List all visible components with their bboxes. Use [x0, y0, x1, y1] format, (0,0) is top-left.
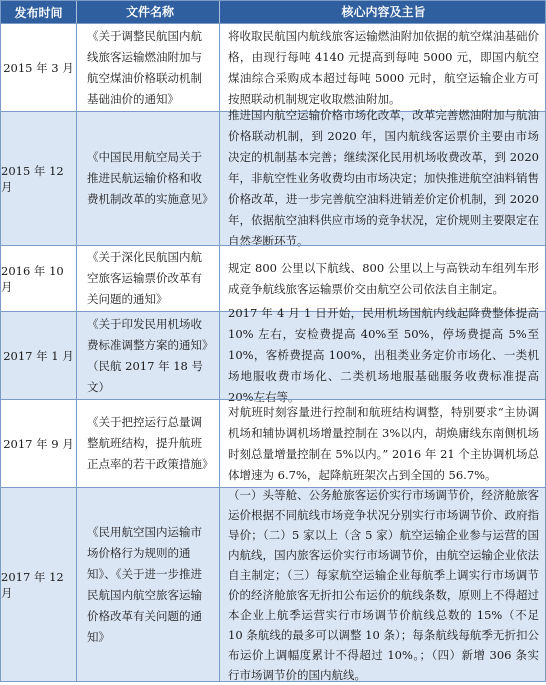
header-doc: 文件名称 — [77, 1, 220, 23]
row-date: 2015 年 12 月 — [1, 112, 77, 245]
row-date: 2015 年 3 月 — [1, 24, 77, 111]
row-doc: 《中国民用航空局关于推进民航运输价格和收费机制改革的实施意见》 — [77, 112, 220, 245]
row-doc: 《关于深化民航国内航空旅客运输票价改革有关问题的通知》 — [77, 246, 220, 311]
row-date: 2017 年 1 月 — [1, 312, 77, 399]
row-doc: 《关于调整民航国内航线旅客运输燃油附加与航空煤油价格联动机制基础油价的通知》 — [77, 24, 220, 111]
table-row — [1, 306, 545, 404]
row-content: 2017 年 4 月 1 日开始，民用机场国航内线起降费整体提高 10% 左右，安检费提高 40%至 50%，停场费提高 5%至 10%，客桥费提高 100%，出租类业务定价市场化、一类机场地服收费市场化、二类机场地服基础服务收费标准提高 20%左右等。 — [228, 306, 539, 404]
row-doc: 《关于印发民用机场收费标准调整方案的通知》（民航 2017 年 18 号文） — [77, 312, 220, 399]
row-date: 2017 年 9 月 — [1, 400, 77, 487]
row-doc: 《关于把控运行总量调整航班结构，提升航班正点率的若干政策措施》 — [77, 400, 220, 487]
header-date: 发布时间 — [1, 1, 77, 23]
row-date: 2016 年 10 月 — [1, 246, 77, 311]
table-row — [1, 108, 545, 248]
table-header — [1, 1, 545, 23]
table-row — [1, 487, 545, 681]
row-content: （一）头等舱、公务舱旅客运价实行市场调节价，经济舱旅客运价根据不同航线市场竞争状况分别实行市场调节价、政府指导价；（二）5 家以上（含 5 家）航空运输企业参与运营的国内航线，国内旅客运价实行市场调节价，由航空运输企业依法自主制定；（三）每家航空运输企业每航季上调实行市场调节价的经济舱旅客无折扣公布运价的航线条数，原则上不得超过本企业上航季运营实行市场调节价航线总数的 15%（不足 10 条航线的最多可以调整 10 条）；每条航线每航季无折扣公布运价上调幅度累计不得超过 10%。；（四）新增 306 条实行市场调节价的国内航线。 — [228, 487, 539, 682]
row-content: 将收取民航国内航线旅客运输燃油附加依据的航空煤油基础价格，由现行每吨 4140 元提高到每吨 5000 元，即国内航空煤油综合采购成本超过每吨 5000 元时，航空运输企业方可按照联动机制规定收取燃油附加。 — [228, 28, 539, 106]
header-content: 核心内容及主旨 — [341, 4, 426, 19]
row-doc: 《民用航空国内运输市场价格行为规则的通知》、《关于进一步推进民航国内航空旅客运输价格改革有关问题的通知》 — [77, 488, 220, 681]
row-content: 推进国内航空运输价格市场化改革，改革完善燃油附加与航油价格联动机制，到 2020 年，国内航线客运票价主要由市场决定的机制基本完善；继续深化民用机场收费改革，到 2020 年，非航空性业务收费均由市场决定；加快推进航空油料销售价格改革，进一步完善航空油料进销差价定价机制，到 2020 年，依据航空油料供应市场的竞争状况，定价规则主要限定在自然垄断环节。 — [228, 108, 539, 248]
table-row — [1, 23, 545, 111]
row-content: 规定 800 公里以下航线、800 公里以上与高铁动车组列车形成竞争航线旅客运输票价交由航空公司依法自主制定。 — [228, 260, 539, 296]
table-row — [1, 245, 545, 311]
row-date: 2017 年 12 月 — [1, 488, 77, 681]
table-row — [1, 399, 545, 487]
row-content: 对航班时刻容量进行控制和航班结构调整，特别要求“主协调机场和辅协调机场增量控制在 3%以内，胡焕庸线东南侧机场时刻总量增量控制在 5%以内。” 2016 年 21 个主协调机场总体增速为 6.7%，起降航班架次占到全国的 56.7%。 — [228, 404, 539, 482]
